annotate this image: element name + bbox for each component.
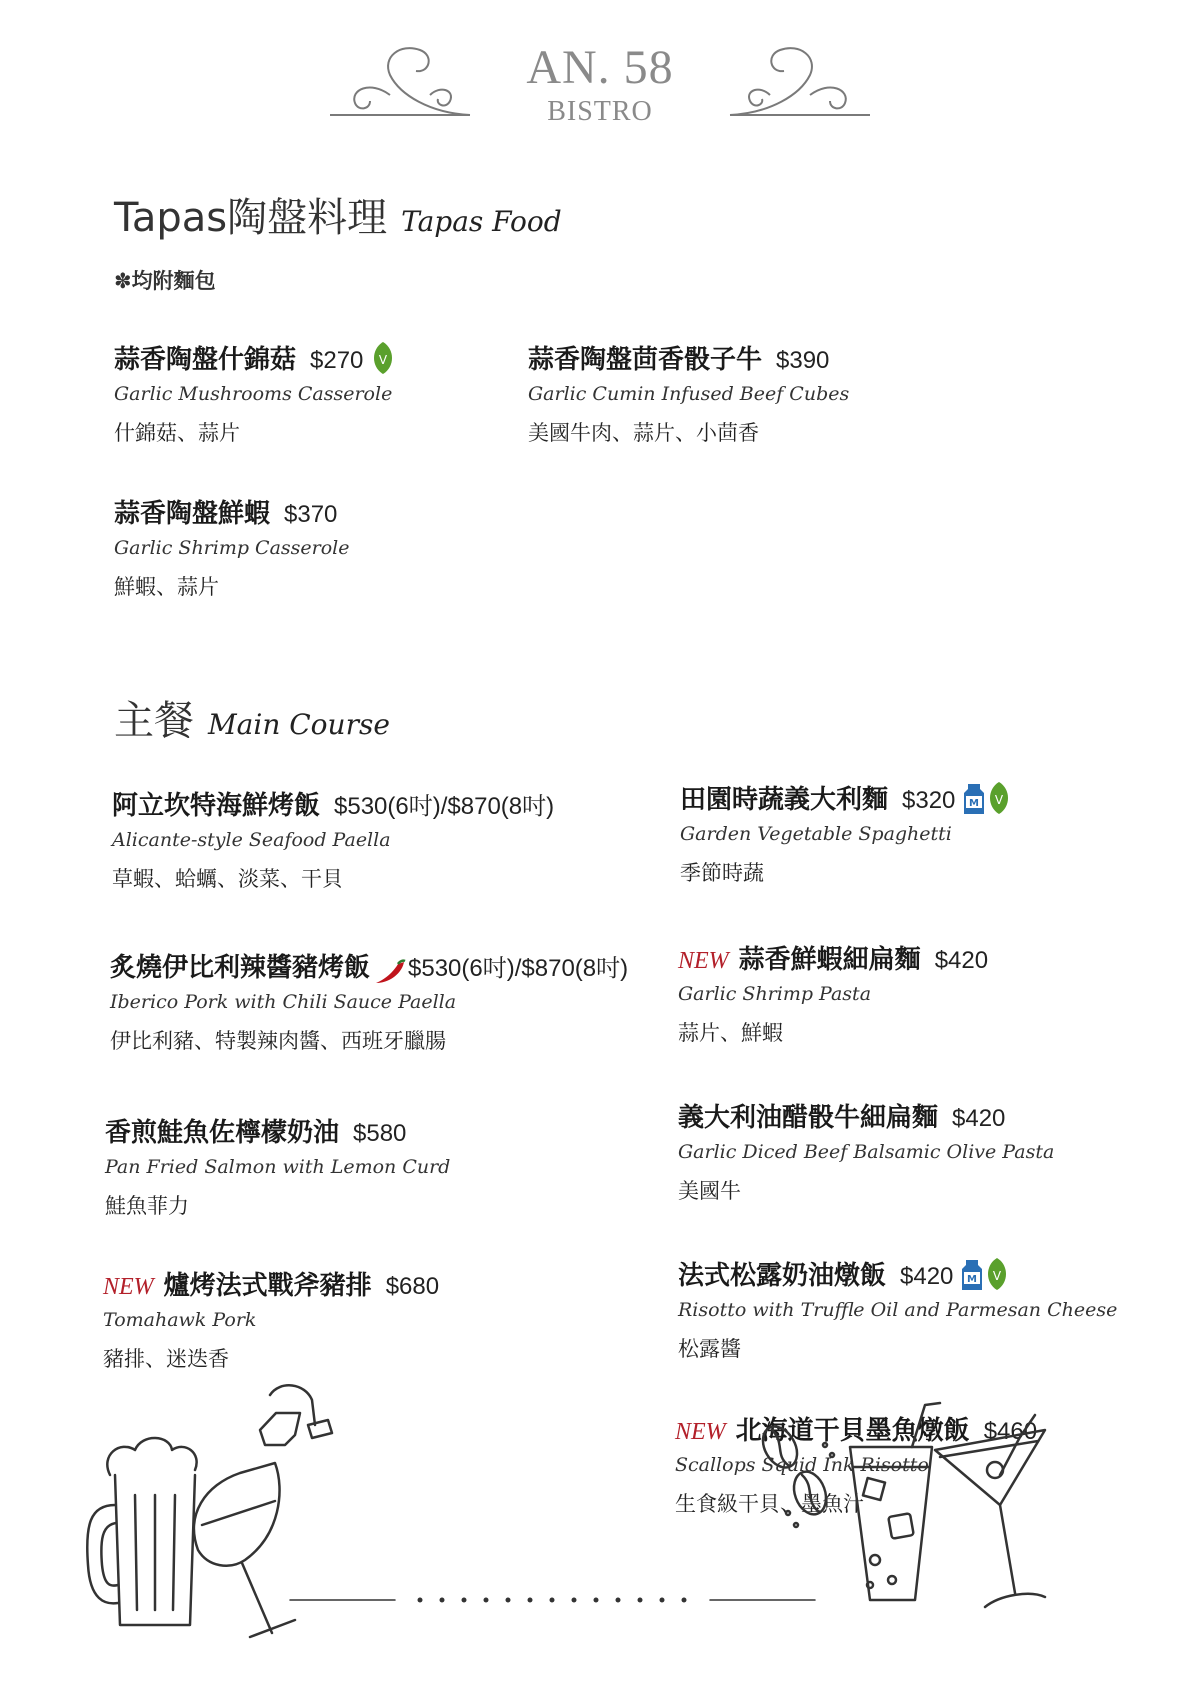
item-description: 豬排、迷迭香 <box>103 1347 229 1371</box>
item-name-en: Garlic Cumin Infused Beef Cubes <box>528 383 850 405</box>
brand-subtitle: BISTRO <box>547 96 653 127</box>
item-description: 美國牛 <box>678 1179 741 1203</box>
svg-text:V: V <box>993 1268 1002 1283</box>
item-price: $530(6吋)/$870(8吋) <box>408 955 629 982</box>
item-name-en: Garden Vegetable Spaghetti <box>680 823 952 845</box>
item-description: 美國牛肉、蒜片、小茴香 <box>528 421 759 445</box>
item-name-cn: 蒜香鮮蝦細扁麵 <box>738 945 921 975</box>
menu-item <box>110 950 628 1055</box>
main-course-heading <box>114 698 390 744</box>
item-price: $420 <box>900 1263 954 1290</box>
header <box>330 35 870 135</box>
item-name-cn: 蒜香陶盤什錦菇 <box>114 345 297 375</box>
beer-mug-icon <box>87 1438 196 1625</box>
item-price: $460 <box>983 1418 1038 1445</box>
item-description: 草蝦、蛤蠣、淡菜、干貝 <box>112 867 343 891</box>
item-price: $370 <box>284 501 338 528</box>
menu-item <box>105 1115 450 1220</box>
menu-item <box>528 342 849 447</box>
vegetarian-icon <box>987 781 1011 815</box>
tapas-title-en: Tapas Food <box>401 205 562 238</box>
item-name-en: Scallops Squid Ink Risotto <box>675 1454 929 1476</box>
iced-drink-icon <box>850 1403 940 1600</box>
item-price: $270 <box>310 347 364 374</box>
brand-name: AN. 58 <box>526 41 674 94</box>
new-badge: NEW <box>678 948 729 974</box>
main-title-cn: 主餐 <box>114 698 194 744</box>
item-price: $680 <box>385 1273 440 1300</box>
item-name-en: Garlic Shrimp Pasta <box>678 983 872 1005</box>
menu-item <box>114 496 350 601</box>
item-name-en: Alicante-style Seafood Paella <box>112 829 391 851</box>
tea-bag-icon <box>260 1385 332 1445</box>
menu-item <box>112 788 554 893</box>
item-description: 松露醬 <box>678 1337 741 1361</box>
item-price: $580 <box>353 1120 407 1147</box>
tapas-title-cn: Tapas陶盤料理 <box>114 195 388 241</box>
item-name-cn: 蒜香陶盤茴香骰子牛 <box>528 345 763 375</box>
item-price: $390 <box>776 347 830 374</box>
item-price: $420 <box>934 947 989 974</box>
item-description: 蒜片、鮮蝦 <box>678 1021 783 1045</box>
menu-item <box>114 342 395 447</box>
menu-item <box>678 942 988 1047</box>
item-name-cn: 義大利油醋骰牛細扁麵 <box>678 1103 939 1133</box>
item-description: 生食級干貝、墨魚汁 <box>675 1492 864 1516</box>
item-name-en: Tomahawk Pork <box>103 1309 257 1331</box>
divider-line <box>290 1598 815 1603</box>
item-price: $420 <box>952 1105 1006 1132</box>
milk-icon <box>961 1259 983 1291</box>
new-badge: NEW <box>103 1274 154 1300</box>
item-name-en: Garlic Mushrooms Casserole <box>114 383 393 405</box>
item-name-en: Garlic Diced Beef Balsamic Olive Pasta <box>678 1141 1055 1163</box>
item-name-cn: 蒜香陶盤鮮蝦 <box>114 499 271 529</box>
tapas-heading <box>114 195 562 241</box>
coffee-beans-icon <box>756 1420 834 1527</box>
item-name-cn: 法式松露奶油燉飯 <box>678 1261 887 1291</box>
vegetarian-icon <box>985 1257 1009 1291</box>
item-price: $530(6吋)/$870(8吋) <box>334 793 555 820</box>
item-name-en: Pan Fried Salmon with Lemon Curd <box>105 1156 451 1178</box>
item-name-cn: 阿立坎特海鮮烤飯 <box>112 791 321 821</box>
menu-item <box>678 1258 1117 1363</box>
item-description: 什錦菇、蒜片 <box>114 421 240 445</box>
svg-text:V: V <box>995 792 1004 807</box>
main-title-en: Main Course <box>208 708 390 741</box>
bread-note: ✽均附麵包 <box>114 269 216 293</box>
item-description: 伊比利豬、特製辣肉醬、西班牙臘腸 <box>110 1029 446 1053</box>
menu-item <box>680 782 1011 887</box>
item-name-en: Garlic Shrimp Casserole <box>114 537 350 559</box>
menu-item <box>103 1268 439 1373</box>
new-badge: NEW <box>675 1419 726 1445</box>
item-name-cn: 田園時蔬義大利麵 <box>680 785 889 815</box>
item-name-en: Risotto with Truffle Oil and Parmesan Cheese <box>678 1299 1118 1321</box>
menu-item <box>678 1100 1054 1205</box>
item-name-en: Iberico Pork with Chili Sauce Paella <box>110 991 457 1013</box>
item-price: $320 <box>902 787 956 814</box>
item-name-cn: 爐烤法式戰斧豬排 <box>163 1271 372 1301</box>
vegetarian-icon <box>371 341 395 375</box>
svg-text:M: M <box>967 1273 978 1285</box>
item-description: 鮭魚菲力 <box>105 1194 189 1218</box>
martini-glass-icon <box>935 1415 1045 1607</box>
svg-text:M: M <box>969 797 980 809</box>
svg-text:V: V <box>379 352 388 367</box>
chili-icon <box>374 959 406 985</box>
item-name-cn: 炙燒伊比利辣醬豬烤飯 <box>110 953 371 983</box>
item-description: 鮮蝦、蒜片 <box>114 575 219 599</box>
footer-decoration <box>80 1375 1120 1675</box>
item-description: 季節時蔬 <box>680 861 764 885</box>
item-name-cn: 北海道干貝墨魚燉飯 <box>735 1416 970 1446</box>
item-name-cn: 香煎鮭魚佐檸檬奶油 <box>105 1118 340 1148</box>
milk-icon <box>963 783 985 815</box>
wine-glass-icon <box>194 1463 295 1637</box>
